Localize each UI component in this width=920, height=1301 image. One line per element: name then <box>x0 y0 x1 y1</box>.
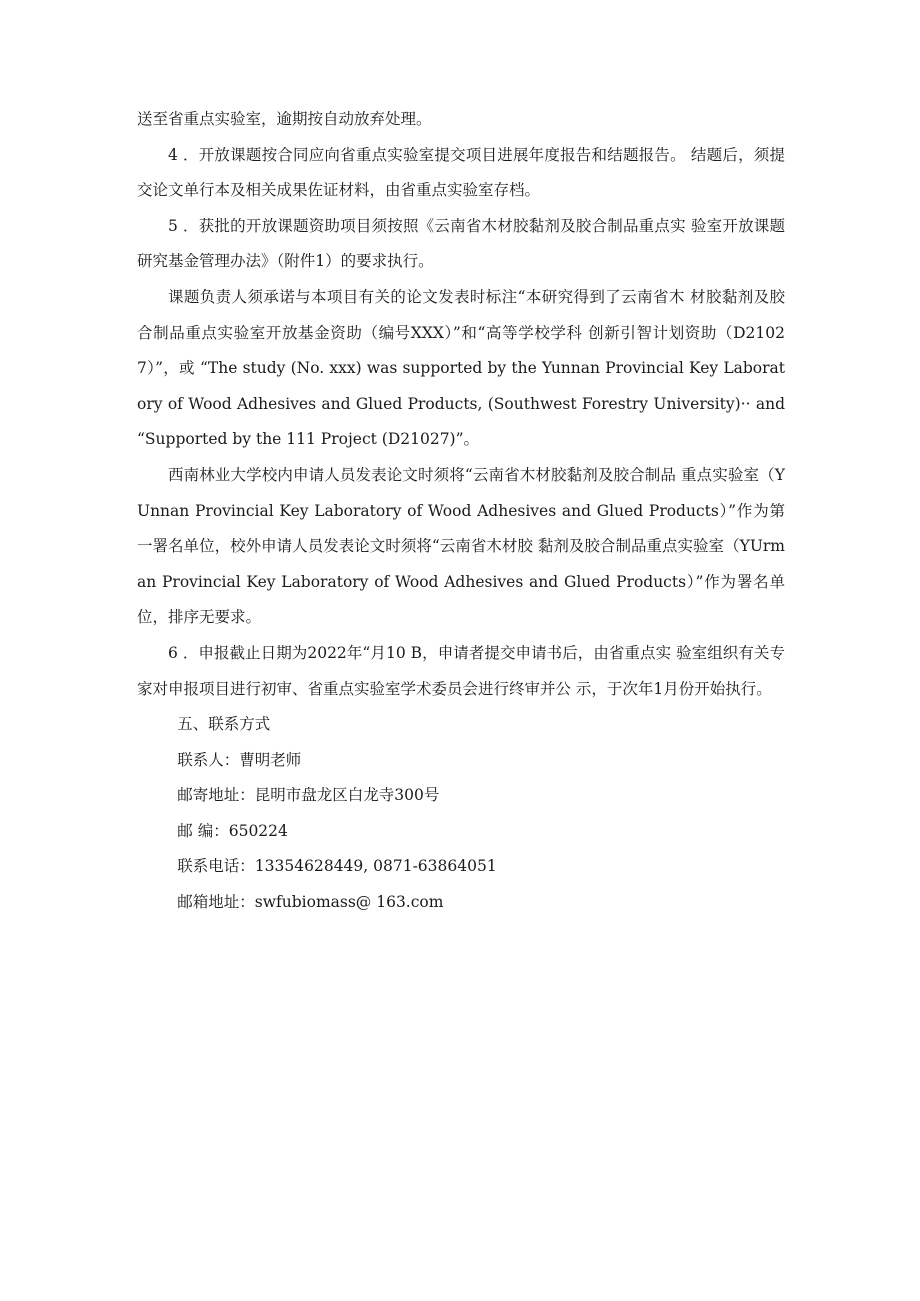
paragraph-item-6-deadline: 6 ．申报截止日期为2022年“月10 B，申请者提交申请书后，由省重点实 验室组织有关专家对申报项目进行初审、省重点实验室学术委员会进行终审并公 示，于次年1月份开始执行。 <box>137 643 785 698</box>
paragraph-acknowledgement: 课题负责人须承诺与本项目有关的论文发表时标注“本研究得到了云南省木 材胶黏剂及胶合制品重点实验室开放基金资助（编号XXX）”和“高等学校学科 创新引智计划资助（D21027）”，或 “The study (No. xxx) was supported by the Yunnan Provincial Key Laboratory of Wood Adhesives and Glued Products, (Southwest Forestry University)·· and “Supported by the 111 Project (D21027)”。 <box>137 287 785 449</box>
paragraph-submission-deadline: 送至省重点实验室，逾期按自动放弃处理。 <box>137 110 432 128</box>
contact-heading: 五、联系方式 <box>177 715 271 734</box>
contact-email: 邮箱地址：swfubiomass@ 163.com <box>177 893 444 912</box>
contact-person: 联系人：曹明老师 <box>177 750 302 769</box>
document-body <box>137 102 785 921</box>
paragraph-item-5-management: 5 ．获批的开放课题资助项目须按照《云南省木材胶黏剂及胶合制品重点实 验室开放课题研究基金管理办法》（附件1）的要求执行。 <box>137 216 785 271</box>
paragraph-affiliation: 西南林业大学校内申请人员发表论文时须将“云南省木材胶黏剂及胶合制品 重点实验室（YUnnan Provincial Key Laboratory of Wood Adhesives and Glued Products）”作为第一署名单位，校外申请人员发表论文时须将“云南省木材胶 黏剂及胶合制品重点实验室（YUrman Provincial Key Laboratory of Wood Adhesives and Glued Products）”作为署名单位，排序无要求。 <box>137 465 785 627</box>
paragraph-item-4-reports: 4 ．开放课题按合同应向省重点实验室提交项目进展年度报告和结题报告。 结题后，须提交论文单行本及相关成果佐证材料，由省重点实验室存档。 <box>137 145 785 200</box>
contact-phone: 联系电话：13354628449, 0871-63864051 <box>177 857 497 876</box>
contact-postcode: 邮 编：650224 <box>177 821 288 840</box>
contact-address: 邮寄地址：昆明市盘龙区白龙寺300号 <box>177 786 440 805</box>
